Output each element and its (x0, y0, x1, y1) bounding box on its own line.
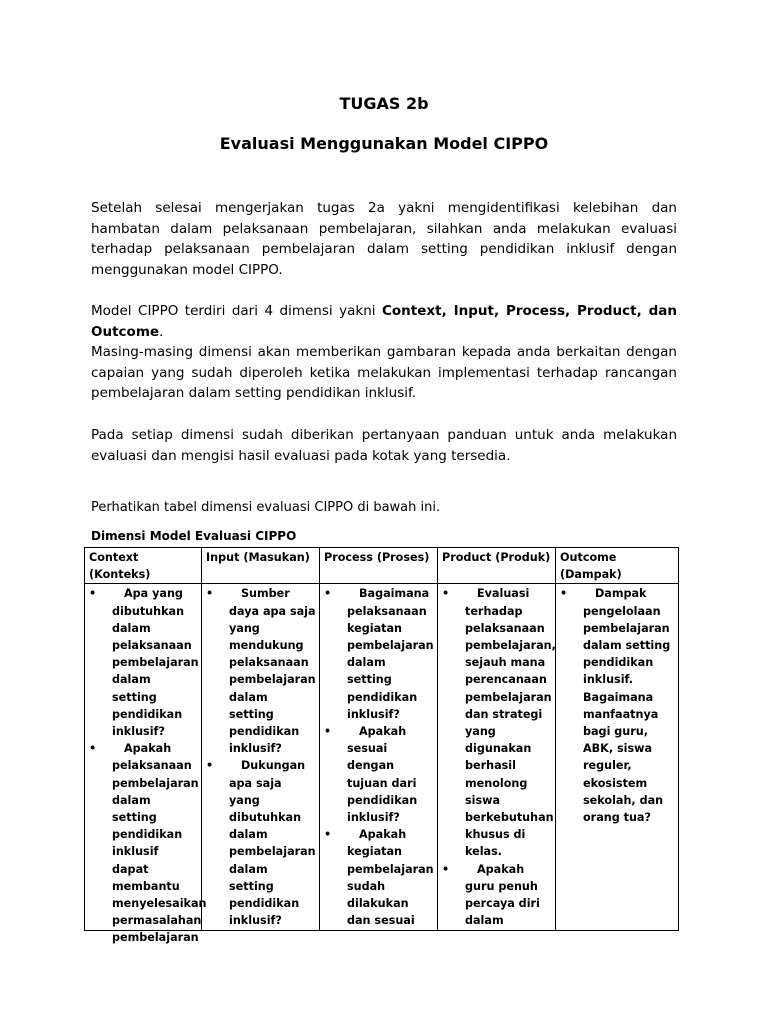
list-item (560, 585, 675, 826)
list-item (324, 723, 434, 826)
list-item (206, 585, 316, 757)
bullet-icon: • (560, 587, 568, 601)
paragraph-dimensions-prefix: Model CIPPO terdiri dari 4 dimensi yakni (91, 303, 382, 319)
list-item-text: Apakah kegiatan pembelajaran sudah dilakukan dan sesuai (347, 828, 434, 928)
list-item (442, 861, 552, 930)
bullet-icon: • (442, 587, 450, 601)
table-caption: Dimensi Model Evaluasi CIPPO (91, 529, 297, 543)
bullet-icon: • (89, 587, 97, 601)
paragraph-dimensions-bold: Context, Input, Process, Product, dan Outcome (91, 303, 677, 340)
header-product: Product (Produk) (438, 548, 556, 584)
cell-context (85, 584, 207, 945)
list-item-text: Dampak pengelolaan pembelajaran dalam setting pendidikan inklusif. Bagaimana manfaatnya bagi guru, ABK, siswa reguler, ekosistem sekolah, dan orang tua? (583, 587, 671, 825)
header-context: Context (Konteks) (85, 548, 202, 584)
bullet-icon: • (324, 828, 332, 842)
bullet-icon: • (442, 862, 450, 876)
list-item (89, 740, 207, 946)
list-item-text: Bagaimana pelaksanaan kegiatan pembelajaran dalam setting pendidikan inklusif? (347, 587, 434, 721)
header-outcome: Outcome (Dampak) (556, 548, 679, 584)
header-process: Process (Proses) (320, 548, 438, 584)
paragraph-intro: Setelah selesai mengerjakan tugas 2a yakni mengidentifikasi kelebihan dan hambatan dalam pelaksanaan pembelajaran, silahkan anda melakukan evaluasi terhadap pelaksanaan pembelajaran dalam setting pendidikan inklusif dengan menggunakan model CIPPO. (91, 200, 677, 278)
list-item (442, 585, 556, 860)
header-input: Input (Masukan) (202, 548, 320, 584)
cippo-table (84, 547, 679, 945)
cell-product (438, 584, 556, 931)
paragraph-dimensions-suffix: . (159, 323, 164, 340)
paragraph-table-intro: Perhatikan tabel dimensi evaluasi CIPPO di bawah ini. (91, 500, 441, 515)
list-item-text: Apakah sesuai dengan tujuan dari pendidikan inklusif? (347, 725, 418, 825)
bullet-icon: • (324, 587, 332, 601)
list-item (324, 585, 434, 723)
bullet-icon: • (89, 742, 97, 756)
cell-process (320, 584, 438, 931)
list-item-text: Sumber daya apa saja yang mendukung pelaksanaan pembelajaran dalam setting pendidikan inklusif? (229, 587, 316, 756)
document-subtitle: Evaluasi Menggunakan Model CIPPO (219, 134, 549, 153)
cell-input (202, 584, 320, 931)
paragraph-description: Masing-masing dimensi akan memberikan gambaran kepada anda berkaitan dengan capaian yang sudah diperoleh ketika melakukan implementasi terhadap rancangan pembelajaran dalam setting pendidikan inklusif. (91, 344, 677, 402)
list-item-text: Apa yang dibutuhkan dalam pelaksanaan pembelajaran dalam setting pendidikan inklusif? (112, 587, 199, 739)
table-row (85, 584, 679, 931)
bullet-icon: • (206, 759, 214, 773)
bullet-icon: • (324, 725, 332, 739)
list-item (206, 757, 316, 929)
paragraph-instructions: Pada setiap dimensi sudah diberikan pertanyaan panduan untuk anda melakukan evaluasi dan mengisi hasil evaluasi pada kotak yang tersedia. (91, 427, 677, 464)
list-item-text: Dukungan apa saja yang dibutuhkan dalam pembelajaran dalam setting pendidikan inklusif? (229, 759, 316, 928)
list-item-text: Apakah guru penuh percaya diri dalam (465, 862, 540, 928)
list-item (324, 826, 434, 929)
list-item (89, 585, 198, 740)
list-item-text: Apakah pelaksanaan pembelajaran dalam setting pendidikan inklusif dapat membantu menyelesaikan permasalahan pembelajaran (112, 742, 207, 945)
document-title: TUGAS 2b (339, 94, 429, 113)
list-item-text: Evaluasi terhadap pelaksanaan pembelajaran, sejauh mana perencanaan pembelajaran dan strategi yang digunakan berhasil menolong siswa berkebutuhan khusus di kelas. (465, 587, 556, 859)
bullet-icon: • (206, 587, 214, 601)
paragraph-dimensions (91, 301, 677, 342)
table-header-row (85, 548, 679, 584)
cell-outcome (556, 584, 679, 931)
